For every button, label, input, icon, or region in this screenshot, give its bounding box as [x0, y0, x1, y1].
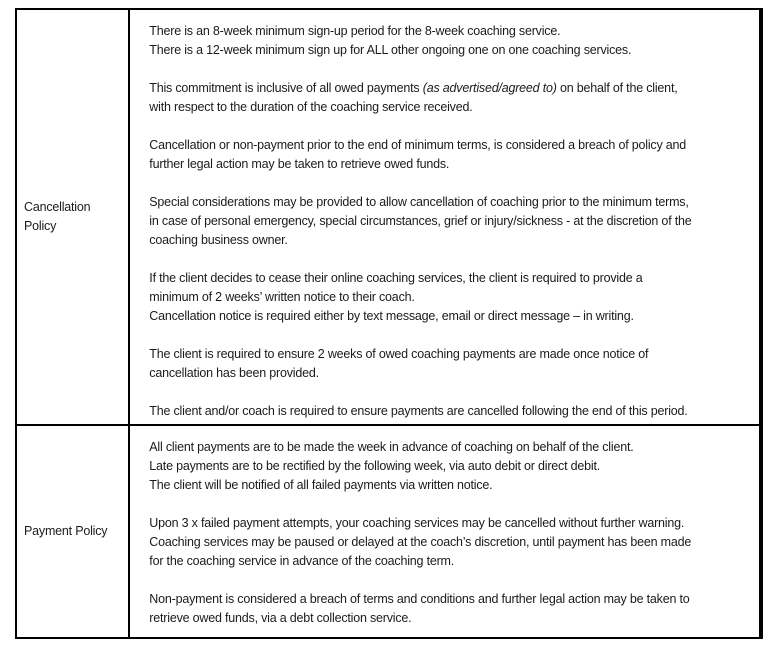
text-line: Coaching services may be paused or delayed at the coach’s discretion, until payment has been made — [149, 535, 692, 549]
text-line: Special considerations may be provided to allow cancellation of coaching prior to the minimum terms, — [149, 195, 689, 209]
text-line — [149, 383, 757, 402]
cancellation-policy-content-cell — [129, 9, 760, 425]
text-line — [149, 117, 757, 136]
table-row-payment-policy — [16, 425, 762, 638]
text-line: Upon 3 x failed payment attempts, your coaching services may be cancelled without further warning. — [149, 516, 685, 530]
text-line: The client and/or coach is required to ensure payments are cancelled following the end of this period. — [149, 404, 688, 418]
text-line: minimum of 2 weeks’ written notice to their coach. — [149, 290, 415, 304]
text-line: Cancellation or non-payment prior to the end of minimum terms, is considered a breach of policy and — [149, 138, 687, 152]
text-line: This commitment is inclusive of all owed payments (as advertised/agreed to) on behalf of the client, — [149, 81, 678, 95]
text-line: in case of personal emergency, special circumstances, grief or injury/sickness - at the discretion of the — [149, 214, 692, 228]
text-line: cancellation has been provided. — [149, 366, 319, 380]
text-line: retrieve owed funds, via a debt collection service. — [149, 611, 412, 625]
text-line: All client payments are to be made the week in advance of coaching on behalf of the client. — [149, 440, 634, 454]
text-line — [149, 174, 757, 193]
policy-table — [15, 8, 763, 639]
text-line — [149, 326, 757, 345]
right-border-sliver — [760, 425, 762, 638]
policy-label: Cancellation Policy — [24, 200, 91, 233]
text-line: The client will be notified of all failed payments via written notice. — [149, 478, 493, 492]
text-line — [149, 571, 757, 590]
payment-policy-content-cell — [129, 425, 760, 638]
text-line: Late payments are to be rectified by the following week, via auto debit or direct debit. — [149, 459, 601, 473]
text-line: There is an 8-week minimum sign-up period for the 8-week coaching service. — [149, 24, 561, 38]
text-line: Cancellation notice is required either by text message, email or direct message – in writing. — [149, 309, 634, 323]
cancellation-policy-label-cell — [16, 9, 129, 425]
text-line: with respect to the duration of the coaching service received. — [149, 100, 473, 114]
text-line — [149, 250, 757, 269]
policy-content — [149, 22, 757, 424]
right-border-sliver — [760, 9, 762, 425]
text-line: If the client decides to cease their online coaching services, the client is required to provide a — [149, 271, 643, 285]
payment-policy-label-cell — [16, 425, 129, 638]
text-line: coaching business owner. — [149, 233, 288, 247]
policy-content — [149, 438, 757, 637]
text-line: for the coaching service in advance of the coaching term. — [149, 554, 455, 568]
text-line: The client is required to ensure 2 weeks of owed coaching payments are made once notice of — [149, 347, 649, 361]
text-line: There is a 12-week minimum sign up for ALL other ongoing one on one coaching services. — [149, 43, 632, 57]
text-line: further legal action may be taken to retrieve owed funds. — [149, 157, 450, 171]
text-line — [149, 495, 757, 514]
table-row-cancellation-policy — [16, 9, 762, 425]
text-line — [149, 60, 757, 79]
policy-label: Payment Policy — [24, 524, 108, 538]
text-line: Non-payment is considered a breach of terms and conditions and further legal action may be taken to — [149, 592, 690, 606]
